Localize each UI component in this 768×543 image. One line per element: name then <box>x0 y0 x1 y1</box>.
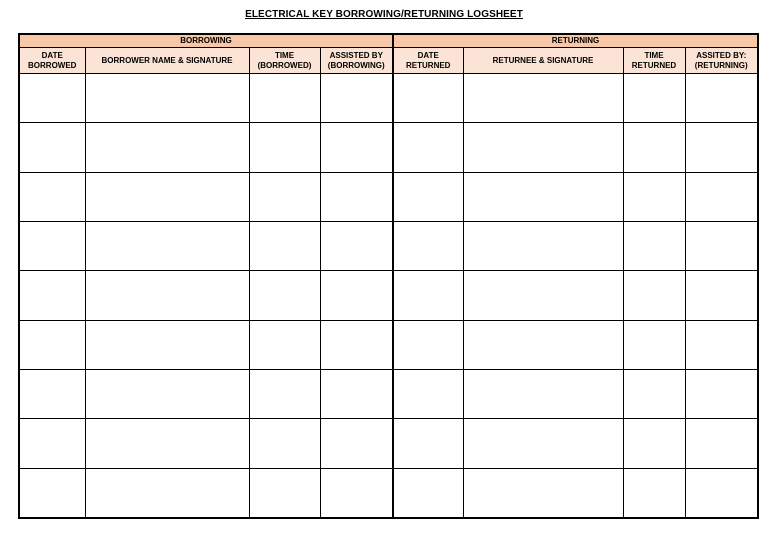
cell-time-borrowed[interactable] <box>249 320 320 369</box>
cell-time-borrowed[interactable] <box>249 468 320 518</box>
cell-assisted-by-borrowing[interactable] <box>320 172 393 221</box>
cell-date-borrowed[interactable] <box>19 468 85 518</box>
cell-returnee-signature[interactable] <box>463 419 623 468</box>
cell-date-borrowed[interactable] <box>19 74 85 123</box>
cell-assisted-by-borrowing[interactable] <box>320 320 393 369</box>
logsheet-body <box>19 74 758 519</box>
logsheet-table <box>18 33 759 519</box>
cell-date-returned[interactable] <box>393 468 463 518</box>
cell-date-borrowed[interactable] <box>19 369 85 418</box>
cell-date-returned[interactable] <box>393 74 463 123</box>
cell-time-returned[interactable] <box>623 123 685 172</box>
column-header-date-returned: DATE RETURNED <box>393 48 463 74</box>
table-row <box>19 369 758 418</box>
table-row <box>19 172 758 221</box>
cell-date-returned[interactable] <box>393 123 463 172</box>
cell-assisted-by-borrowing[interactable] <box>320 221 393 270</box>
cell-assisted-by-returning[interactable] <box>685 419 758 468</box>
column-header-date-borrowed: DATE BORROWED <box>19 48 85 74</box>
cell-assisted-by-borrowing[interactable] <box>320 468 393 518</box>
cell-date-returned[interactable] <box>393 221 463 270</box>
cell-date-returned[interactable] <box>393 271 463 320</box>
borrowing-section-header: BORROWING <box>19 34 393 48</box>
cell-time-borrowed[interactable] <box>249 369 320 418</box>
cell-borrower-name[interactable] <box>85 123 249 172</box>
table-row <box>19 468 758 518</box>
cell-time-borrowed[interactable] <box>249 123 320 172</box>
cell-date-borrowed[interactable] <box>19 271 85 320</box>
cell-returnee-signature[interactable] <box>463 468 623 518</box>
cell-borrower-name[interactable] <box>85 271 249 320</box>
cell-time-returned[interactable] <box>623 369 685 418</box>
cell-time-borrowed[interactable] <box>249 271 320 320</box>
column-header-assisted-by-borrowing: ASSISTED BY (BORROWING) <box>320 48 393 74</box>
cell-borrower-name[interactable] <box>85 221 249 270</box>
logsheet-title: ELECTRICAL KEY BORROWING/RETURNING LOGSHEET <box>245 9 523 20</box>
cell-date-borrowed[interactable] <box>19 320 85 369</box>
column-header-time-borrowed: TIME (BORROWED) <box>249 48 320 74</box>
cell-assisted-by-returning[interactable] <box>685 369 758 418</box>
cell-returnee-signature[interactable] <box>463 221 623 270</box>
cell-assisted-by-borrowing[interactable] <box>320 419 393 468</box>
column-header-time-returned: TIME RETURNED <box>623 48 685 74</box>
cell-time-returned[interactable] <box>623 320 685 369</box>
cell-time-borrowed[interactable] <box>249 172 320 221</box>
cell-assisted-by-returning[interactable] <box>685 271 758 320</box>
table-row <box>19 320 758 369</box>
table-row <box>19 419 758 468</box>
cell-assisted-by-borrowing[interactable] <box>320 369 393 418</box>
cell-borrower-name[interactable] <box>85 320 249 369</box>
column-header-returnee-signature: RETURNEE & SIGNATURE <box>463 48 623 74</box>
cell-time-borrowed[interactable] <box>249 419 320 468</box>
cell-assisted-by-returning[interactable] <box>685 221 758 270</box>
cell-time-borrowed[interactable] <box>249 74 320 123</box>
cell-date-borrowed[interactable] <box>19 221 85 270</box>
column-header-assisted-by-returning: ASSITED BY: (RETURNING) <box>685 48 758 74</box>
cell-assisted-by-returning[interactable] <box>685 123 758 172</box>
table-row <box>19 123 758 172</box>
cell-borrower-name[interactable] <box>85 172 249 221</box>
table-row <box>19 221 758 270</box>
cell-borrower-name[interactable] <box>85 74 249 123</box>
cell-date-returned[interactable] <box>393 320 463 369</box>
cell-returnee-signature[interactable] <box>463 74 623 123</box>
cell-time-borrowed[interactable] <box>249 221 320 270</box>
returning-section-header: RETURNING <box>393 34 758 48</box>
cell-assisted-by-borrowing[interactable] <box>320 123 393 172</box>
cell-borrower-name[interactable] <box>85 419 249 468</box>
cell-assisted-by-returning[interactable] <box>685 320 758 369</box>
column-header-borrower-name: BORROWER NAME & SIGNATURE <box>85 48 249 74</box>
table-row <box>19 271 758 320</box>
cell-time-returned[interactable] <box>623 271 685 320</box>
cell-returnee-signature[interactable] <box>463 320 623 369</box>
cell-date-borrowed[interactable] <box>19 419 85 468</box>
cell-date-returned[interactable] <box>393 369 463 418</box>
cell-time-returned[interactable] <box>623 74 685 123</box>
cell-date-returned[interactable] <box>393 172 463 221</box>
cell-borrower-name[interactable] <box>85 369 249 418</box>
cell-assisted-by-borrowing[interactable] <box>320 271 393 320</box>
cell-date-borrowed[interactable] <box>19 123 85 172</box>
cell-returnee-signature[interactable] <box>463 123 623 172</box>
cell-assisted-by-returning[interactable] <box>685 74 758 123</box>
cell-assisted-by-returning[interactable] <box>685 172 758 221</box>
cell-assisted-by-borrowing[interactable] <box>320 74 393 123</box>
cell-returnee-signature[interactable] <box>463 172 623 221</box>
cell-date-borrowed[interactable] <box>19 172 85 221</box>
cell-time-returned[interactable] <box>623 172 685 221</box>
table-row <box>19 74 758 123</box>
cell-assisted-by-returning[interactable] <box>685 468 758 518</box>
cell-borrower-name[interactable] <box>85 468 249 518</box>
cell-time-returned[interactable] <box>623 419 685 468</box>
cell-date-returned[interactable] <box>393 419 463 468</box>
cell-returnee-signature[interactable] <box>463 271 623 320</box>
cell-returnee-signature[interactable] <box>463 369 623 418</box>
cell-time-returned[interactable] <box>623 221 685 270</box>
cell-time-returned[interactable] <box>623 468 685 518</box>
